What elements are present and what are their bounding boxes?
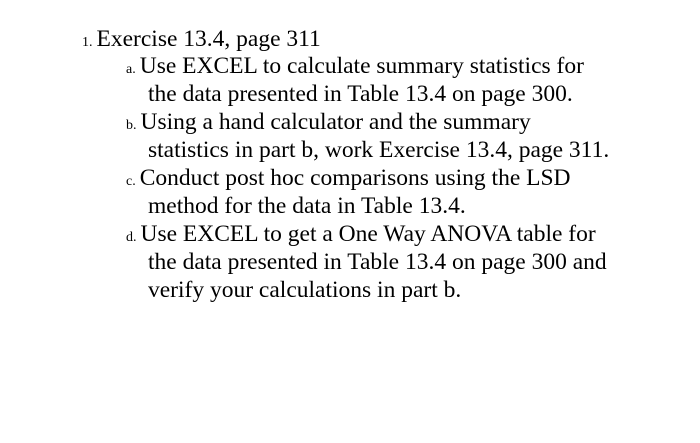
subitem-d-line-3: verify your calculations in part b.: [148, 277, 462, 303]
subitem-c-continuation: [148, 192, 466, 220]
subitem-b-continuation: [148, 136, 609, 164]
subitem-b-line-1: Using a hand calculator and the summary: [140, 109, 531, 135]
subitem-d-line-1: Use EXCEL to get a One Way ANOVA table for: [140, 221, 596, 247]
subitem-c-line-1: Conduct post hoc comparisons using the LSD: [139, 165, 571, 191]
subitem-d-line-2: the data presented in Table 13.4 on page 300 and: [148, 249, 607, 275]
subitem-a-line-2: the data presented in Table 13.4 on page 300.: [148, 81, 573, 107]
subitem-a-line-1: Use EXCEL to calculate summary statistics for: [139, 53, 584, 79]
subitem-c-line-2: method for the data in Table 13.4.: [148, 193, 466, 219]
subitem-a-continuation: [148, 80, 573, 108]
subitem-b-line-2: statistics in part b, work Exercise 13.4, page 311.: [148, 137, 610, 163]
subitem-marker-c: c.: [126, 174, 136, 189]
subitem-marker-a: a.: [126, 62, 136, 77]
subitem-marker-b: b.: [126, 118, 137, 133]
subitem-marker-d: d.: [126, 230, 137, 245]
subitem-d-continuation-1: [148, 248, 607, 276]
item-title: Exercise 13.4, page 311: [96, 26, 321, 52]
item-number: 1.: [82, 35, 93, 50]
subitem-d-continuation-2: [148, 276, 461, 304]
